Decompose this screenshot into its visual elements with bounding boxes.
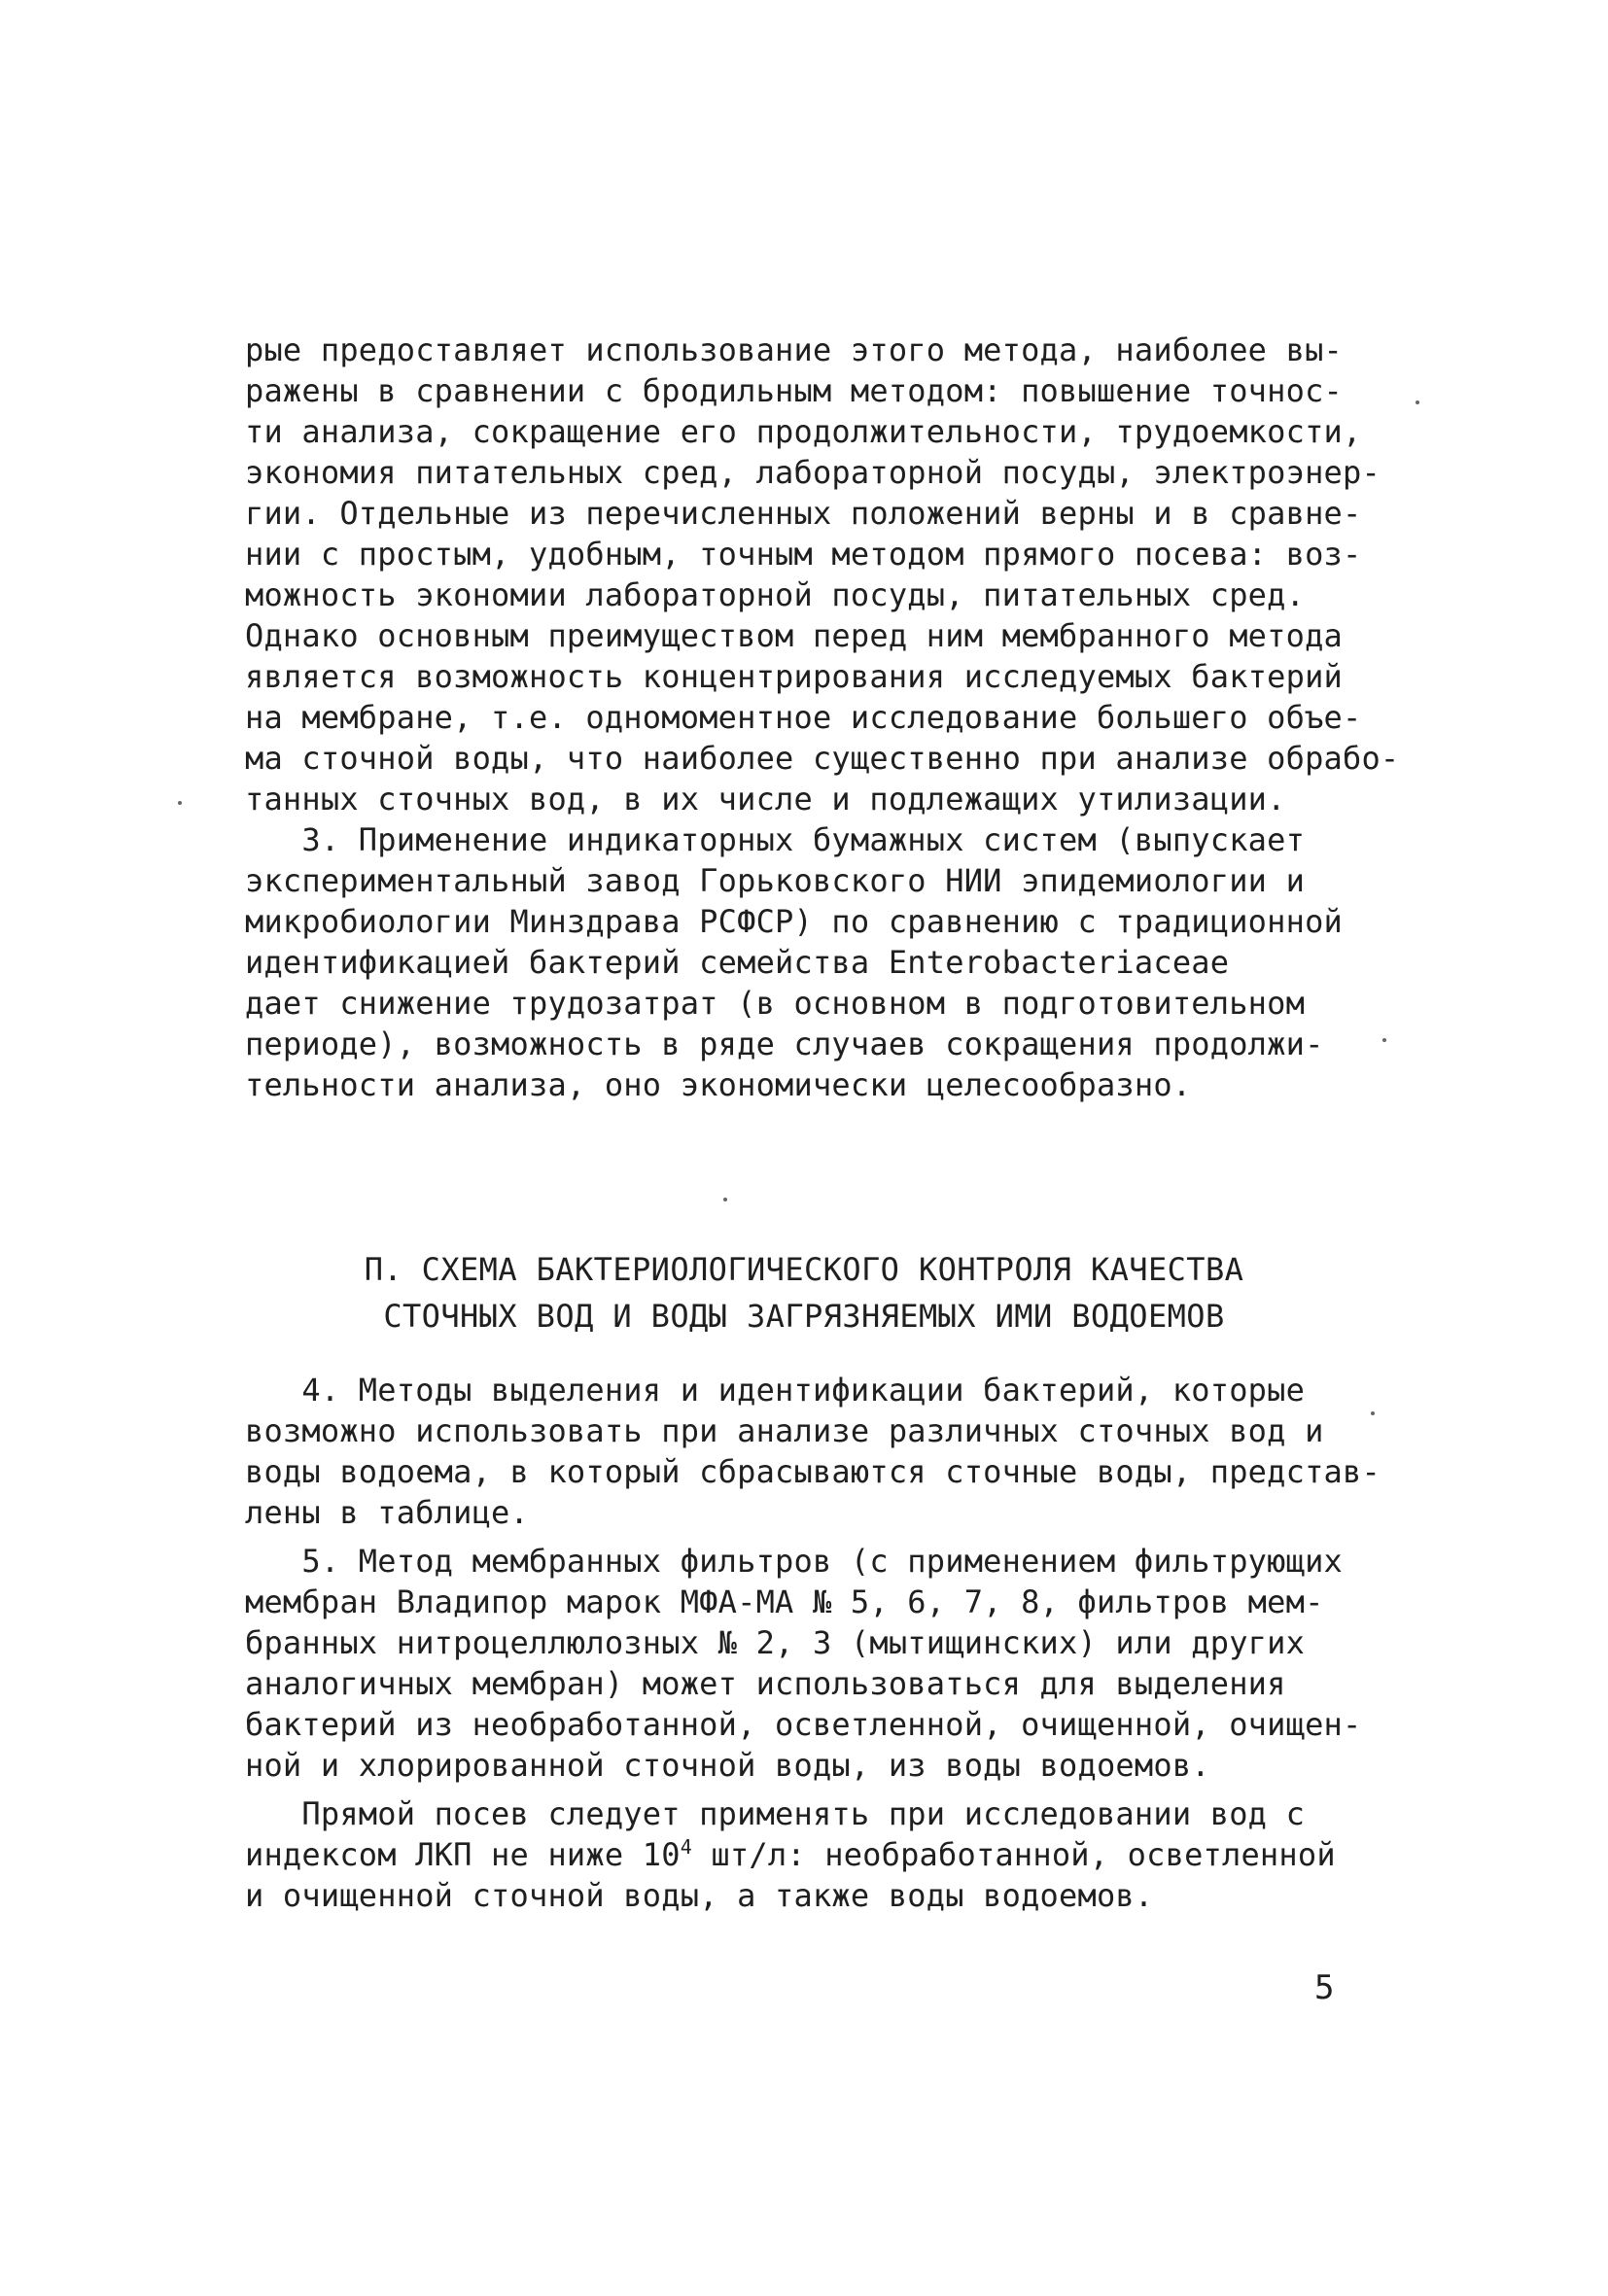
page-number: 5	[1314, 1968, 1335, 2007]
text-fragment: индексом ЛКП не ниже 10	[245, 1836, 681, 1873]
text-line: ти анализа, сокращение его продолжительности, трудоемкости,	[245, 413, 1362, 450]
scan-speck	[723, 1198, 727, 1201]
text-fragment: шт/л: необработанной, осветленной	[691, 1836, 1336, 1873]
scan-speck	[1382, 1038, 1386, 1042]
text-line: экспериментальный завод Горьковского НИИ эпидемиологии и	[245, 862, 1306, 899]
text-line: дает снижение трудозатрат (в основном в подготовительном	[245, 985, 1306, 1022]
section-heading-line-1: П. СХЕМА БАКТЕРИОЛОГИЧЕСКОГО КОНТРОЛЯ КАЧЕСТВА	[364, 1251, 1244, 1288]
text-line: тельности анализа, оно экономически целесообразно.	[245, 1066, 1192, 1103]
text-line: мембран Владипор марок МФА-МА № 5, 6, 7, 8, фильтров мем-	[245, 1583, 1324, 1620]
text-line: рые предоставляет использование этого метода, наиболее вы-	[245, 331, 1344, 368]
text-line: ной и хлорированной сточной воды, из воды водоемов.	[245, 1747, 1210, 1784]
text-line: ма сточной воды, что наиболее существенно при анализе обрабо-	[245, 740, 1400, 777]
scan-speck	[178, 801, 182, 805]
text-line: на мембране, т.е. одномоментное исследование большего объе-	[245, 699, 1362, 736]
text-line: ражены в сравнении с бродильным методом: повышение точнос-	[245, 372, 1344, 409]
superscript-exponent: 4	[680, 1835, 692, 1859]
text-line: является возможность концентрирования исследуемых бактерий	[245, 658, 1344, 695]
scan-speck	[1371, 1411, 1375, 1415]
text-line: и очищенной сточной воды, а также воды водоемов.	[245, 1877, 1154, 1914]
text-line: периоде), возможность в ряде случаев сокращения продолжи-	[245, 1026, 1324, 1062]
text-line: можность экономии лабораторной посуды, питательных сред.	[245, 576, 1306, 613]
text-line: возможно использовать при анализе различных сточных вод и	[245, 1412, 1324, 1449]
text-line: танных сточных вод, в их числе и подлежащих утилизации.	[245, 781, 1286, 818]
paragraph-3-start: 3. Применение индикаторных бумажных систем (выпускает	[245, 821, 1306, 858]
paragraph-5-start: 5. Метод мембранных фильтров (с применением фильтрующих	[245, 1543, 1344, 1580]
paragraph-direct-seeding: Прямой посев следует применять при исследовании вод с	[245, 1795, 1306, 1832]
text-line: аналогичных мембран) может использоваться для выделения	[245, 1665, 1286, 1702]
text-line: микробиологии Минздрава РСФСР) по сравнению с традиционной	[245, 903, 1344, 940]
section-heading-line-2: СТОЧНЫХ ВОД И ВОДЫ ЗАГРЯЗНЯЕМЫХ ИМИ ВОДОЕМОВ	[383, 1298, 1225, 1335]
text-line: воды водоема, в который сбрасываются сточные воды, представ-	[245, 1453, 1381, 1490]
text-line: идентификацией бактерий семейства Enterobacteriaceae	[245, 944, 1230, 981]
text-line: лены в таблице.	[245, 1494, 529, 1531]
text-line: экономия питательных сред, лабораторной посуды, электроэнер-	[245, 454, 1381, 491]
text-line: бактерий из необработанной, осветленной, очищенной, очищен-	[245, 1706, 1362, 1743]
paragraph-4-start: 4. Методы выделения и идентификации бактерий, которые	[245, 1372, 1306, 1409]
text-line: гии. Отдельные из перечисленных положений верны и в сравне-	[245, 495, 1362, 532]
scan-speck	[1416, 400, 1419, 404]
text-line: бранных нитроцеллюлозных № 2, 3 (мытищинских) или других	[245, 1624, 1306, 1661]
text-line: Однако основным преимуществом перед ним мембранного метода	[245, 617, 1344, 654]
text-line: нии с простым, удобным, точным методом прямого посева: воз-	[245, 536, 1362, 573]
text-line-with-superscript	[245, 1835, 1336, 1874]
